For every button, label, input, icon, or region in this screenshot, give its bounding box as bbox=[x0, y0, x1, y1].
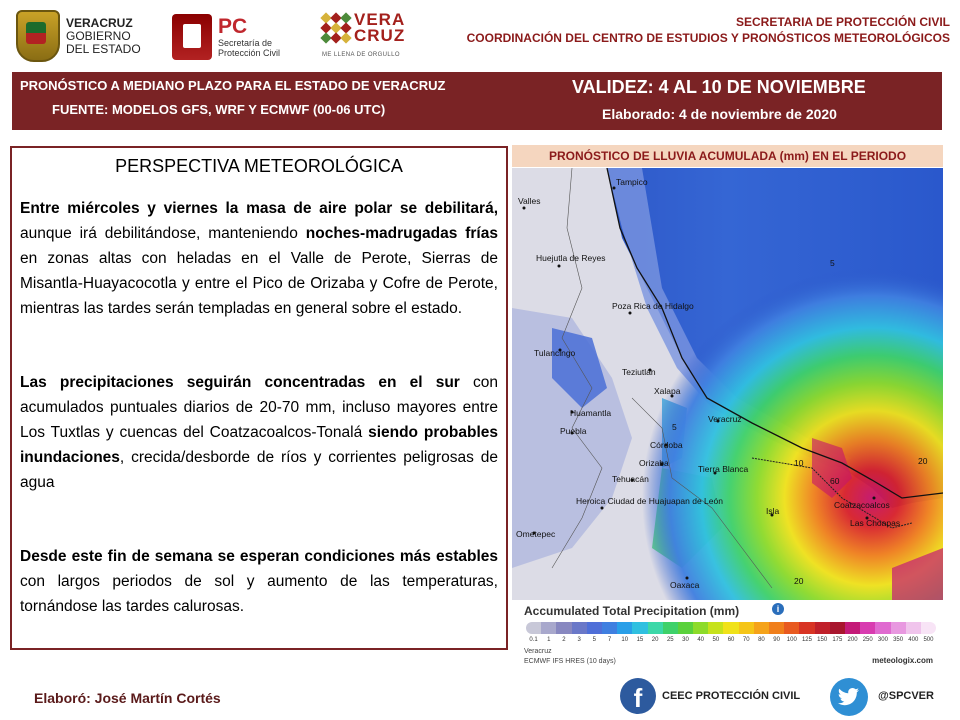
prepared-date: Elaborado: 4 de noviembre de 2020 bbox=[602, 106, 837, 122]
paragraph-polar-air bbox=[20, 196, 498, 321]
legend-tick-label: 250 bbox=[862, 637, 873, 643]
legend-tick-label: 50 bbox=[712, 637, 720, 643]
map-label-huejutla: Huejutla de Reyes bbox=[536, 253, 606, 263]
contour-label: 5 bbox=[672, 422, 677, 432]
map-label-tulancingo: Tulancingo bbox=[534, 348, 576, 358]
legend-swatch bbox=[602, 622, 617, 634]
legend-tick-label: 300 bbox=[877, 637, 888, 643]
legend-tick-label: 175 bbox=[832, 637, 843, 643]
legend-swatch bbox=[784, 622, 799, 634]
legend-tick-label: 400 bbox=[908, 637, 919, 643]
contour-label: 5 bbox=[830, 258, 835, 268]
map-label-tehuacan: Tehuacán bbox=[612, 474, 649, 484]
legend-tick-label: 2 bbox=[562, 637, 566, 643]
coordinacion-name: COORDINACIÓN DEL CENTRO DE ESTUDIOS Y PRONÓSTICOS METEOROLÓGICOS bbox=[466, 31, 950, 45]
veracruz-government-logo bbox=[16, 8, 156, 64]
map-label-huajuapan: Heroica Ciudad de Huajuapan de León bbox=[576, 496, 723, 506]
legend-model: ECMWF IFS HRES (10 days) bbox=[524, 658, 616, 665]
legend-swatch bbox=[906, 622, 921, 634]
veracruz-pattern-icon bbox=[322, 14, 350, 42]
text-run: Entre miércoles y viernes la masa de aire polar se debilitará, bbox=[20, 200, 498, 217]
legend-tick-label: 350 bbox=[893, 637, 904, 643]
map-label-valles: Valles bbox=[518, 196, 541, 206]
legend-swatch bbox=[723, 622, 738, 634]
legend-tick-label: 20 bbox=[651, 637, 659, 643]
legend-swatch bbox=[617, 622, 632, 634]
legend-tick-label: 40 bbox=[697, 637, 704, 643]
legend-swatch bbox=[632, 622, 647, 634]
legend-swatch bbox=[860, 622, 875, 634]
legend-swatch bbox=[663, 622, 678, 634]
paragraph-precipitation bbox=[20, 370, 498, 495]
map-label-xalapa: Xalapa bbox=[654, 386, 681, 396]
contour-label: 20 bbox=[794, 576, 804, 586]
legend-swatch bbox=[830, 622, 845, 634]
legend-swatch bbox=[556, 622, 571, 634]
text-run: Desde este fin de semana se esperan condiciones más estables bbox=[20, 548, 498, 565]
text-run: , crecida/desborde de ríos y corrientes peligrosas de agua bbox=[20, 449, 498, 491]
veracruz-brand-word: VERA CRUZ bbox=[354, 10, 406, 45]
legend-swatch bbox=[921, 622, 936, 634]
legend-tick-label: 1 bbox=[547, 637, 551, 643]
map-label-isla: Isla bbox=[766, 506, 780, 516]
agency-title bbox=[467, 14, 950, 46]
contour-label: 60 bbox=[830, 476, 840, 486]
contour-label: 10 bbox=[794, 458, 804, 468]
legend-tick-label: 150 bbox=[817, 637, 828, 643]
forecast-source: FUENTE: MODELOS GFS, WRF Y ECMWF (00-06 UTC) bbox=[52, 102, 386, 117]
legend-tick-label: 7 bbox=[607, 637, 612, 643]
veracruz-brand-logo bbox=[320, 10, 406, 64]
perspective-heading: PERSPECTIVA METEOROLÓGICA bbox=[115, 156, 403, 176]
map-label-oaxaca: Oaxaca bbox=[670, 580, 700, 590]
legend-swatch bbox=[587, 622, 602, 634]
legend-swatch bbox=[799, 622, 814, 634]
legend-tick-label: 30 bbox=[682, 637, 689, 643]
legend-tick-label: 10 bbox=[621, 637, 629, 643]
map-label-poza-rica: Poza Rica de Hidalgo bbox=[612, 301, 694, 311]
contour-label: 20 bbox=[918, 456, 928, 466]
legend-tick-label: 125 bbox=[801, 637, 812, 643]
legend-tick-label: 80 bbox=[758, 637, 765, 643]
map-title: PRONÓSTICO DE LLUVIA ACUMULADA (mm) EN EL PERIODO bbox=[512, 145, 943, 167]
map-label-coatzacoalcos: Coatzacoalcos bbox=[834, 500, 890, 510]
government-name: VERACRUZ GOBIERNO DEL ESTADO bbox=[66, 15, 141, 56]
legend-tick-label: 3 bbox=[577, 637, 581, 643]
facebook-icon[interactable]: f bbox=[620, 678, 656, 714]
coat-of-arms-icon bbox=[16, 10, 60, 62]
legend-swatch bbox=[572, 622, 587, 634]
legend-swatch bbox=[754, 622, 769, 634]
legend-swatch bbox=[526, 622, 541, 634]
twitter-handle[interactable]: @SPCVER bbox=[878, 690, 934, 702]
legend-swatch bbox=[875, 622, 890, 634]
precipitation-map bbox=[512, 168, 943, 600]
veracruz-tagline: ME LLENA DE ORGULLO bbox=[322, 52, 400, 58]
legend-swatch bbox=[891, 622, 906, 634]
map-label-las-choapas: Las Choapas bbox=[850, 518, 901, 528]
legend-tick-label: 15 bbox=[636, 637, 644, 643]
legend-tick-label: 60 bbox=[727, 637, 735, 643]
text-run: con largos periodos de sol y aumento de las temperaturas, tornándose las tardes calurosas. bbox=[20, 573, 498, 615]
map-label-cordoba: Córdoba bbox=[650, 440, 683, 450]
text-run: Las precipitaciones seguirán concentradas en el sur bbox=[20, 374, 460, 391]
legend-title: Accumulated Total Precipitation (mm) bbox=[524, 604, 740, 618]
legend-swatch bbox=[769, 622, 784, 634]
legend-swatch bbox=[693, 622, 708, 634]
map-label-huamantla: Huamantla bbox=[570, 408, 612, 418]
paragraph-stable-conditions bbox=[20, 544, 498, 619]
proteccion-civil-logo: PC Secretaría de Protección Civil bbox=[172, 10, 292, 64]
info-icon[interactable]: i bbox=[772, 603, 784, 615]
text-run: siendo probables inundaciones bbox=[20, 424, 498, 466]
legend-swatch bbox=[845, 622, 860, 634]
map-label-tierra-blanca: Tierra Blanca bbox=[698, 464, 749, 474]
legend-swatch bbox=[678, 622, 693, 634]
legend-swatch bbox=[648, 622, 663, 634]
map-label-tampico: Tampico bbox=[616, 177, 648, 187]
legend-tick-label: 500 bbox=[923, 637, 934, 643]
pc-logo-title: PC bbox=[218, 15, 248, 38]
validity-period: VALIDEZ: 4 AL 10 DE NOVIEMBRE bbox=[572, 77, 866, 97]
legend-tick-label: 25 bbox=[666, 637, 674, 643]
legend-tick-label: 70 bbox=[742, 637, 750, 643]
legend-tick-label: 100 bbox=[786, 637, 797, 643]
legend-tick-label: 90 bbox=[773, 637, 780, 643]
facebook-handle[interactable]: CEEC PROTECCIÓN CIVIL bbox=[662, 690, 801, 702]
map-label-ometepec: Ometepec bbox=[516, 529, 556, 539]
map-label-teziutlan: Teziutlán bbox=[622, 367, 656, 377]
forecast-banner bbox=[12, 72, 942, 130]
secretaria-name: SECRETARIA DE PROTECCIÓN CIVIL bbox=[735, 15, 950, 29]
legend-color-scale bbox=[526, 622, 936, 634]
legend-swatch bbox=[739, 622, 754, 634]
forecast-title: PRONÓSTICO A MEDIANO PLAZO PARA EL ESTADO DE VERACRUZ bbox=[20, 78, 446, 93]
pc-shield-icon bbox=[172, 14, 212, 60]
text-run: con acumulados puntuales diarios de 20-70 mm, incluso mayores entre Los Tuxtlas y cuencas del Coatzacoalcos-Tonalá bbox=[20, 374, 498, 441]
map-label-puebla: Puebla bbox=[560, 426, 587, 436]
text-run: en zonas altas con heladas en el Valle de Perote, Sierras de Misantla-Huayacocotla y entre el Pico de Orizaba y Cofre de Perote, mientras las tardes serán templadas en general sobre el estado. bbox=[20, 250, 498, 317]
text-run: aunque irá debilitándose, manteniendo bbox=[20, 225, 306, 242]
legend-tick-label: 200 bbox=[847, 637, 858, 643]
legend-region: Veracruz bbox=[524, 648, 552, 655]
twitter-icon[interactable] bbox=[830, 678, 868, 716]
legend-swatch bbox=[708, 622, 723, 634]
legend-tick-label: 0.1 bbox=[529, 637, 538, 643]
precipitation-legend bbox=[512, 600, 943, 672]
legend-swatch bbox=[815, 622, 830, 634]
perspective-panel bbox=[10, 146, 508, 650]
map-label-veracruz: Veracruz bbox=[708, 414, 742, 424]
map-label-orizaba: Orizaba bbox=[639, 458, 669, 468]
meteologix-brand: meteologix.com bbox=[872, 656, 933, 665]
text-run: noches-madrugadas frías bbox=[305, 225, 498, 242]
author-credit: Elaboró: José Martín Cortés bbox=[34, 690, 221, 706]
legend-tick-label: 5 bbox=[592, 637, 597, 643]
legend-ticks bbox=[526, 637, 936, 643]
legend-swatch bbox=[541, 622, 556, 634]
